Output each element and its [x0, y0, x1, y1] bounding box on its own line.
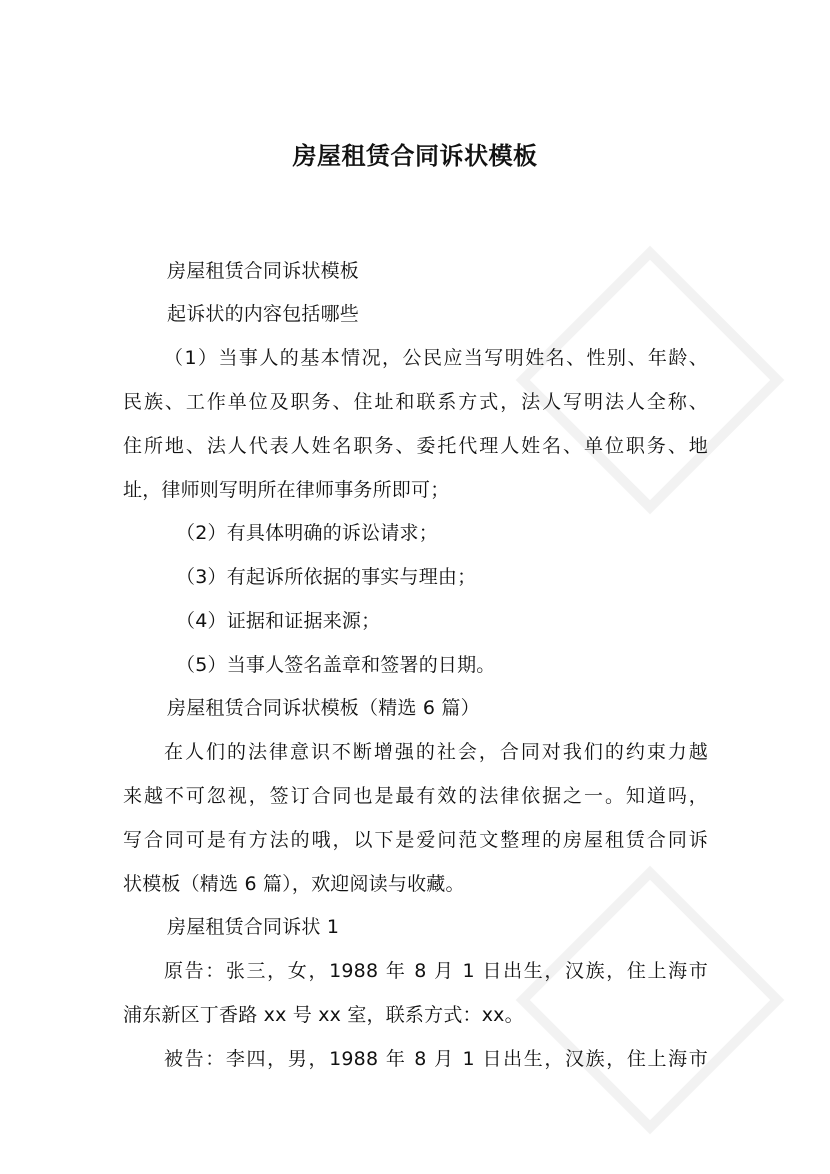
- line-plaintiff-start: 原告：张三，女，1988 年 8 月 1 日出生，汉族，住上海市: [164, 960, 708, 982]
- line-item-1-cont-1: 民族、工作单位及职务、住址和联系方式，法人写明法人全称、: [123, 391, 708, 413]
- line-item-2: （2）有具体明确的诉讼请求；: [176, 522, 438, 544]
- line-heading-1: 房屋租赁合同诉状模板: [167, 260, 360, 282]
- line-item-1-cont-2: 住所地、法人代表人姓名职务、委托代理人姓名、单位职务、地: [123, 435, 708, 457]
- line-heading-2: 起诉状的内容包括哪些: [167, 303, 360, 325]
- watermark-shape-top: [516, 246, 785, 515]
- line-intro-cont-1: 来越不可忽视，签订合同也是最有效的法律依据之一。知道吗，: [123, 785, 708, 807]
- line-intro-cont-3: 状模板（精选 6 篇），欢迎阅读与收藏。: [123, 873, 465, 895]
- line-subheading: 房屋租赁合同诉状 1: [167, 916, 340, 938]
- document-title: 房屋租赁合同诉状模板: [292, 142, 538, 170]
- line-item-3: （3）有起诉所依据的事实与理由；: [176, 566, 477, 588]
- line-item-1-start: （1）当事人的基本情况，公民应当写明姓名、性别、年龄、: [164, 347, 708, 369]
- line-intro-start: 在人们的法律意识不断增强的社会，合同对我们的约束力越: [164, 741, 708, 763]
- watermark: [490, 285, 790, 1165]
- line-section-heading: 房屋租赁合同诉状模板（精选 6 篇）: [167, 697, 480, 719]
- watermark-shape-bottom: [516, 866, 785, 1135]
- line-item-5: （5）当事人签名盖章和签署的日期。: [176, 654, 496, 676]
- line-item-1-cont-3: 址，律师则写明所在律师事务所即可；: [123, 479, 450, 501]
- line-item-4: （4）证据和证据来源；: [176, 610, 381, 632]
- line-defendant-start: 被告：李四，男，1988 年 8 月 1 日出生，汉族，住上海市: [164, 1048, 708, 1070]
- line-plaintiff-cont: 浦东新区丁香路 xx 号 xx 室，联系方式：xx。: [123, 1004, 524, 1026]
- line-intro-cont-2: 写合同可是有方法的哦，以下是爱问范文整理的房屋租赁合同诉: [123, 829, 708, 851]
